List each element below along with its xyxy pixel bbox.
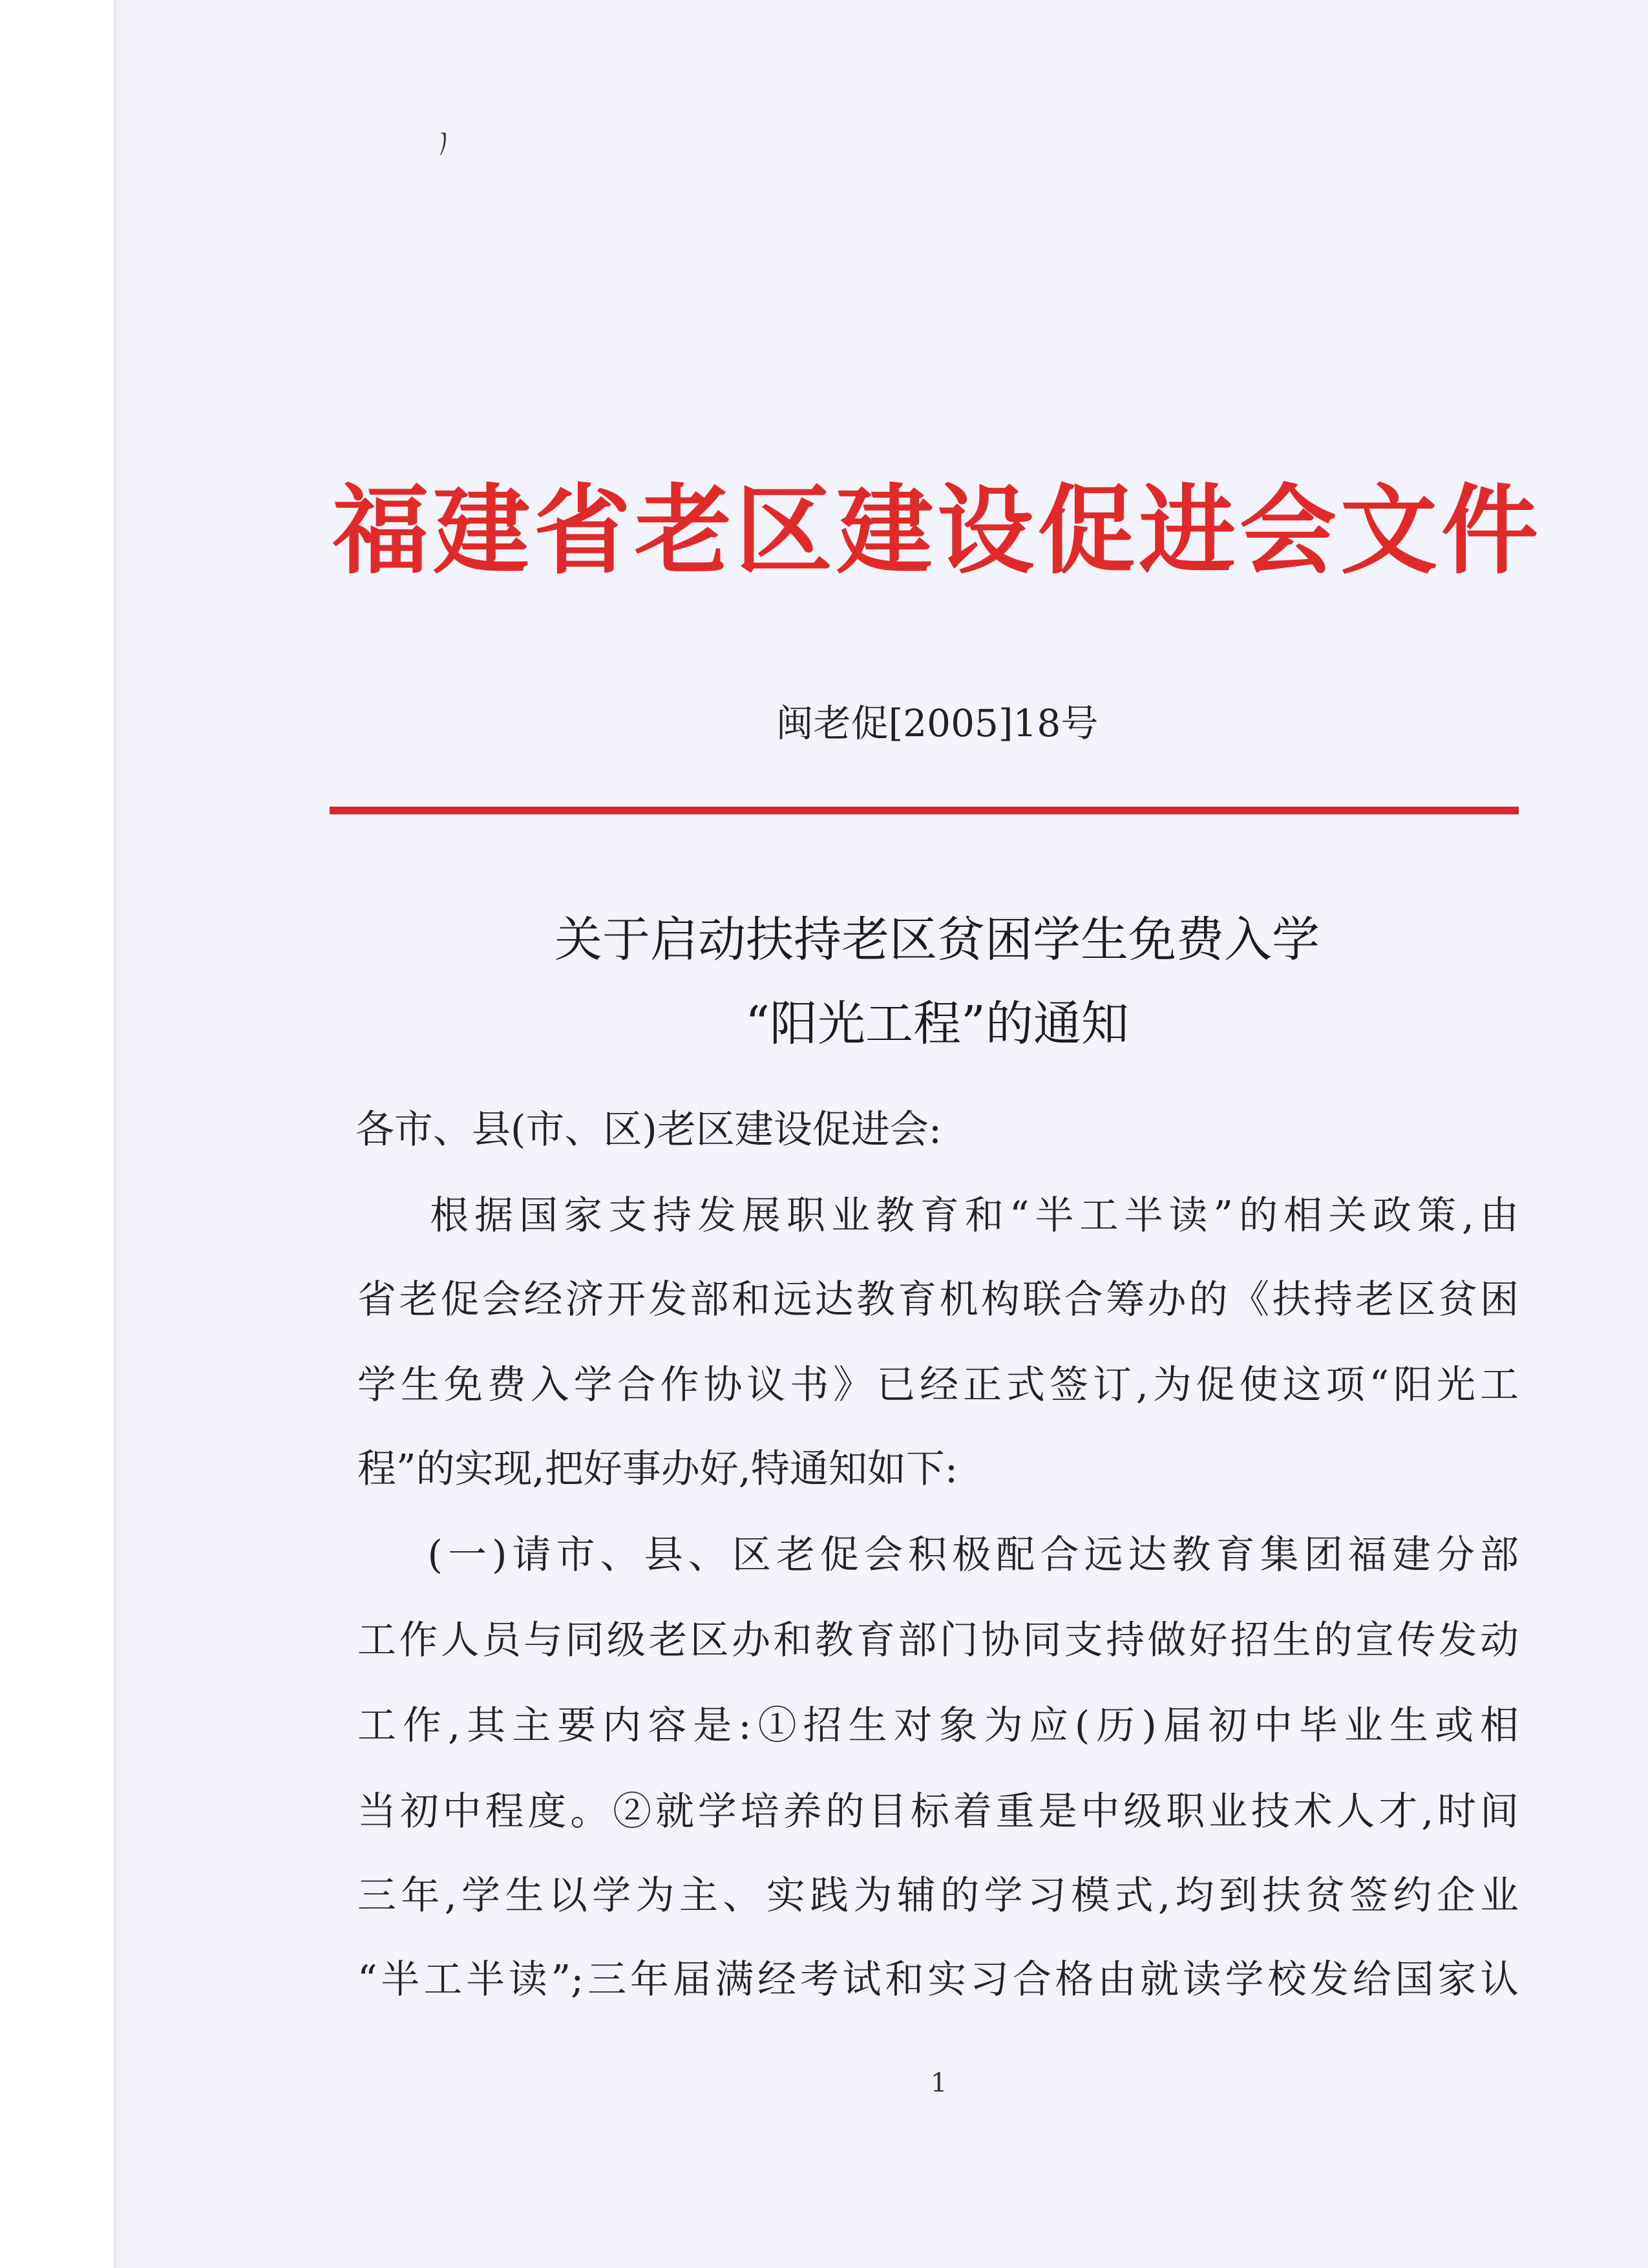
- scan-margin-edge: [114, 0, 116, 2268]
- page-number: 1: [931, 2068, 947, 2098]
- red-divider-rule: [330, 807, 1519, 814]
- body-line: “半工半读”;三年届满经考试和实习合格由就读学校发给国家认: [357, 1957, 1519, 2002]
- document-number: 闽老促[2005]18号: [776, 701, 1099, 745]
- body-line: 工作人员与同级老区办和教育部门协同支持做好招生的宣传发动: [357, 1618, 1519, 1663]
- body-line: 根据国家支持发展职业教育和“半工半读”的相关政策,由: [357, 1193, 1519, 1238]
- body-line: (一)请市、县、区老促会积极配合远达教育集团福建分部: [357, 1532, 1519, 1578]
- body-line: 当初中程度。②就学培养的目标着重是中级职业技术人才,时间: [357, 1789, 1519, 1834]
- pen-mark: ノ: [425, 123, 463, 163]
- document-masthead: 福建省老区建设促进会文件: [332, 474, 1542, 588]
- salutation: 各市、县(市、区)老区建设促进会:: [355, 1107, 942, 1152]
- scan-margin: [0, 0, 116, 2268]
- body-line: 三年,学生以学为主、实践为辅的学习模式,均到扶贫签约企业: [357, 1873, 1519, 1918]
- body-line: 省老促会经济开发部和远达教育机构联合筹办的《扶持老区贫困: [357, 1277, 1519, 1322]
- notice-title-line-1: 关于启动扶持老区贫困学生免费入学: [555, 912, 1320, 968]
- body-line: 学生免费入学合作协议书》已经正式签订,为促使这项“阳光工: [357, 1362, 1519, 1408]
- body-line: 工作,其主要内容是:①招生对象为应(历)届初中毕业生或相: [357, 1703, 1519, 1748]
- body-line: 程”的实现,把好事办好,特通知如下:: [357, 1447, 958, 1492]
- notice-title-line-2: “阳光工程”的通知: [745, 996, 1129, 1052]
